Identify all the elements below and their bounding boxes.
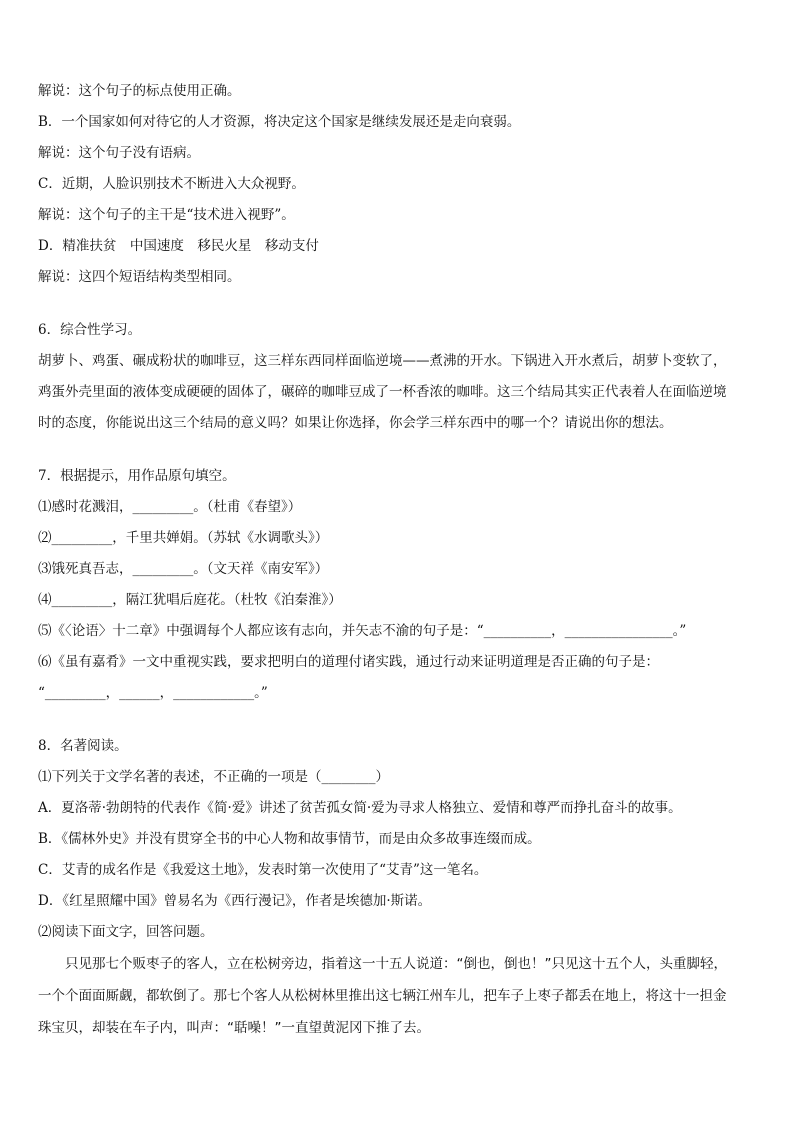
passage-line: 只见那七个贩枣子的客人，立在松树旁边，指着这一十五人说道：“倒也，倒也！”只见这十五个人，头重脚轻，	[65, 956, 727, 972]
passage-line: 一个个面面厮觑，都软倒了。那七个客人从松树林里推出这七辆江州车儿，把车子上枣子都丢在地上，将这十一担金	[38, 988, 727, 1004]
question-8-sub2: ⑵阅读下面文字，回答问题。	[38, 924, 214, 940]
option-d: D．精准扶贫 中国速度 移民火星 移动支付	[38, 238, 319, 254]
question-7-title: 7．根据提示，用作品原句填空。	[38, 468, 236, 484]
question-6-line: 胡萝卜、鸡蛋、碾成粉状的咖啡豆，这三样东西同样面临逆境——煮沸的开水。下锅进入开水煮后，胡萝卜变软了，	[38, 353, 727, 369]
question-7-item: ⑴感时花溅泪，_________。（杜甫《春望》）	[38, 499, 302, 515]
question-8-option: C．艾青的成名作是《我爱这土地》，发表时第一次使用了“艾青”这一笔名。	[38, 862, 488, 878]
question-8-option: B．《儒林外史》并没有贯穿全书的中心人物和故事情节，而是由众多故事连缀而成。	[38, 831, 541, 847]
note-b: 解说：这个句子没有语病。	[38, 145, 200, 161]
question-7-item: ⑷_________，隔江犹唱后庭花。（杜牧《泊秦淮》）	[38, 592, 342, 608]
question-8-option: A．夏洛蒂·勃朗特的代表作《简·爱》讲述了贫苦孤女简·爱为寻求人格独立、爱情和尊严而挣扎奋斗的故事。	[38, 800, 682, 816]
question-8-option: D．《红星照耀中国》曾易名为《西行漫记》，作者是埃德加·斯诺。	[38, 893, 432, 909]
question-7-item: ⑸《〈论语〉十二章》中强调每个人都应该有志向，并矢志不渝的句子是：“__________，________________。”	[38, 623, 687, 639]
question-6-line: 时的态度，你能说出这三个结局的意义吗？如果让你选择，你会学三样东西中的哪一个？请说出你的想法。	[38, 415, 673, 431]
passage-line: 珠宝贝，却装在车子内，叫声：“聒噪！”一直望黄泥冈下推了去。	[38, 1020, 430, 1036]
question-7-item: ⑶饿死真吾志，_________。（文天祥《南安军》）	[38, 561, 329, 577]
note-a: 解说：这个句子的标点使用正确。	[38, 83, 241, 99]
note-d: 解说：这四个短语结构类型相同。	[38, 269, 241, 285]
question-8-title: 8．名著阅读。	[38, 738, 128, 754]
question-8-sub1: ⑴下列关于文学名著的表述，不正确的一项是（________）	[38, 769, 389, 785]
option-c: C．近期，人脸识别技术不断进入大众视野。	[38, 176, 305, 192]
note-c: 解说：这个句子的主干是“技术进入视野”。	[38, 207, 295, 223]
question-7-item: ⑹《虽有嘉肴》一文中重视实践，要求把明白的道理付诸实践，通过行动来证明道理是否正确的句子是：	[38, 654, 659, 670]
question-7-item: ⑵_________，千里共婵娟。（苏轼《水调歌头》）	[38, 530, 329, 546]
question-6-title: 6．综合性学习。	[38, 322, 142, 338]
option-b: B．一个国家如何对待它的人才资源，将决定这个国家是继续发展还是走向衰弱。	[38, 114, 521, 130]
question-7-item: “_________，______，____________。”	[38, 685, 268, 701]
question-6-line: 鸡蛋外壳里面的液体变成硬硬的固体了，碾碎的咖啡豆成了一杯香浓的咖啡。这三个结局其实正代表着人在面临逆境	[38, 384, 727, 400]
